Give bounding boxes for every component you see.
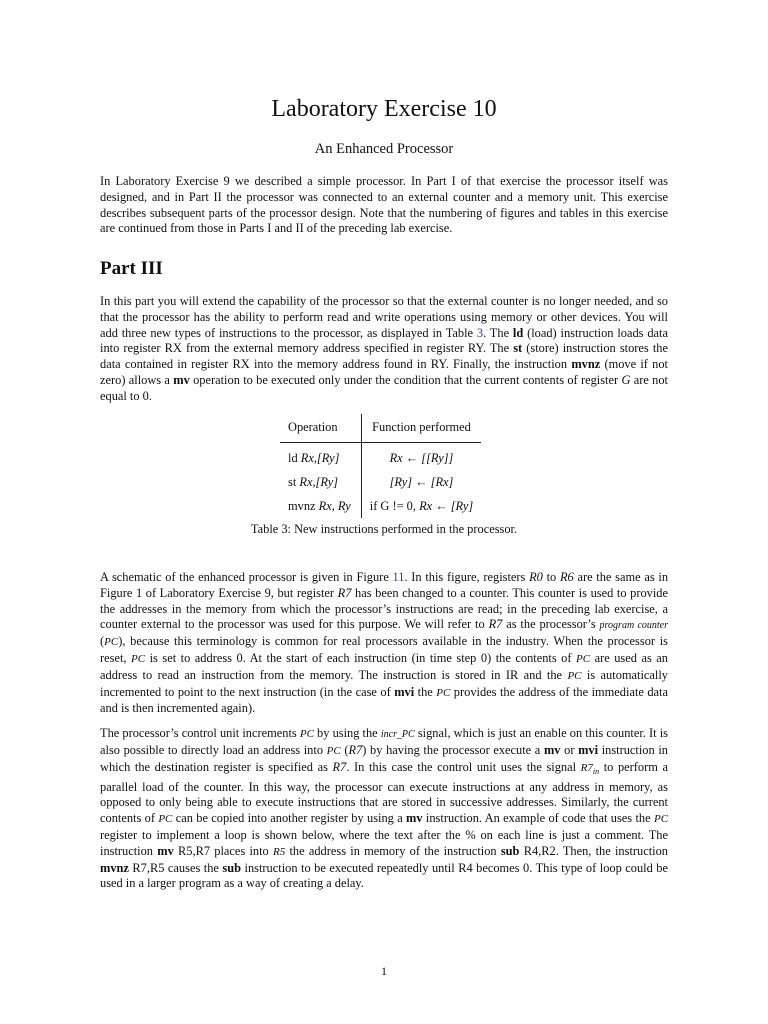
text: R7,R5 causes the xyxy=(128,860,223,875)
text: ), because this terminology is common for real processors available in the industry. When the processor is reset, xyxy=(100,634,668,665)
figure-ref-link[interactable]: 11 xyxy=(392,570,405,584)
text: signal, which is just an enable on this counter. It is also possible to directly load an address into xyxy=(100,726,668,757)
text: are used as an address to read an instruction from the memory. The instruction is stored in IR and the xyxy=(100,650,668,682)
text: has been changed to a counter. This counter is used to provide the addresses in the memory from which the processor’s instructions are read; in the preceding lab exercise, a counter external to the processor was used for this purpose. We will refer to xyxy=(100,585,668,632)
text: instruction to be executed repeatedly until R4 becomes 0. This type of loop could be used in a larger program as a way of creating a delay. xyxy=(100,860,668,891)
text: . In this figure, registers xyxy=(404,570,530,584)
text: are not equal to 0. xyxy=(100,372,668,403)
text: R4,R2. Then, the instruction xyxy=(519,843,668,858)
text: to perform a parallel load of the counter. In this way, the processor can execute instructions at any address in memory, as opposed to only being able to execute instructions that are stored in successive addresses. Similarly, the current contents of xyxy=(100,759,669,826)
term-pc: PC xyxy=(436,686,451,699)
text: (load) instruction loads data into register RX from the external memory address specified in register RY. The xyxy=(100,325,668,356)
page-subtitle: An Enhanced Processor xyxy=(314,141,454,157)
keyword-sub: sub xyxy=(222,860,242,875)
text: ( xyxy=(100,634,105,649)
table-cell-function: [Ry] ← [Rx] xyxy=(389,474,454,489)
text: or xyxy=(560,742,579,757)
op-args: Rx,[Ry] xyxy=(300,450,340,465)
text: operation to be executed only under the condition that the current contents of register xyxy=(189,372,622,387)
schematic-paragraph xyxy=(100,570,668,717)
signal-r7in-base: R7 xyxy=(580,761,593,774)
table-cell-function: Rx ← [[Ry]] xyxy=(389,450,454,465)
table-row xyxy=(280,470,481,494)
signal-r7in xyxy=(581,762,599,774)
text: instruction. An example of code that uses the xyxy=(422,811,654,826)
function: Rx ← [Ry] xyxy=(419,498,474,513)
text: . The xyxy=(483,325,513,340)
table-row xyxy=(280,443,481,471)
table-caption: Table 3: New instructions performed in the processor. xyxy=(250,522,518,536)
table-cell-operation xyxy=(280,443,361,471)
op-name: st xyxy=(288,474,297,489)
page-title: Laboratory Exercise 10 xyxy=(271,96,497,122)
keyword-sub: sub xyxy=(500,843,520,858)
op-name: mvnz xyxy=(288,498,316,513)
text: ) by having the processor execute a xyxy=(362,742,544,757)
text: (store) instruction stores the data contained in register RX into the memory address found in RY. Finally, the instruction xyxy=(100,341,668,372)
signal-incr-pc: incr_PC xyxy=(380,729,415,740)
math-r7: R7 xyxy=(488,617,503,632)
intro-paragraph: In Laboratory Exercise 9 we described a simple processor. In Part I of that exercise the processor itself was designed, and in Part II the processor was connected to an external counter and a memory unit. This exercise describes subsequent parts of the processor design. Note that the numbering of figures and tables in this exercise are continued from those in Parts I and II of the preceding lab exercise. xyxy=(100,174,668,236)
keyword-mv: mv xyxy=(173,372,190,387)
op-name: ld xyxy=(288,450,298,465)
keyword-mv: mv xyxy=(406,811,423,826)
condition: if G != 0, xyxy=(369,498,420,513)
term-pc: PC xyxy=(567,669,582,682)
math-g: G xyxy=(621,372,631,387)
term-pc: PC xyxy=(653,813,669,826)
table-header-function: Function performed xyxy=(361,414,481,443)
text: R5,R7 places into xyxy=(173,843,273,858)
math-r7: R7 xyxy=(337,585,352,600)
math-r0: R0 xyxy=(529,570,543,584)
text: (move if not zero) allows a xyxy=(100,357,668,387)
text: the xyxy=(414,684,437,699)
text: by using the xyxy=(313,726,381,740)
instruction-table xyxy=(280,414,481,518)
text: The processor’s control unit increments xyxy=(100,726,300,740)
keyword-mvnz: mvnz xyxy=(100,860,129,875)
control-unit-paragraph xyxy=(100,726,668,892)
term-pc: PC xyxy=(326,744,341,757)
text: A schematic of the enhanced processor is given in Figure xyxy=(100,570,393,584)
keyword-mv: mv xyxy=(157,843,174,858)
page-number: 1 xyxy=(381,964,387,978)
keyword-ld: ld xyxy=(512,325,524,340)
text: to xyxy=(542,570,560,584)
signal-r7in-subscript: in xyxy=(592,766,600,776)
text: is automatically incremented to point to the next instruction (in the case of xyxy=(100,667,668,699)
term-pc: PC xyxy=(576,652,591,665)
math-r7: R7 xyxy=(332,759,347,774)
text: is set to address 0. At the start of each instruction (in time step 0) the contents of xyxy=(145,650,577,665)
text: ( xyxy=(340,742,349,757)
math-r5: R5 xyxy=(273,845,286,858)
math-r6: R6 xyxy=(559,570,574,584)
table-cell-operation xyxy=(280,470,361,494)
keyword-mvi: mvi xyxy=(578,742,599,757)
text: register to implement a loop is shown below, where the text after the % on each line is just a comment. The instruction xyxy=(100,827,668,858)
term-program-counter: program counter xyxy=(599,620,668,632)
text: instruction in which the destination register is specified as xyxy=(100,742,668,774)
keyword-st: st xyxy=(513,341,523,356)
keyword-mvnz: mvnz xyxy=(571,357,601,372)
table-ref-link[interactable]: 3 xyxy=(476,325,484,340)
table-cell-operation xyxy=(280,494,361,518)
table-header-operation: Operation xyxy=(280,414,361,443)
term-pc: PC xyxy=(299,728,314,740)
text: are the same as in Figure 1 of Laboratory Exercise 9, but register xyxy=(100,570,669,600)
text: the address in memory of the instruction xyxy=(285,843,501,858)
text: . In this case the control unit uses the signal xyxy=(346,759,581,774)
text: can be copied into another register by using a xyxy=(172,811,407,826)
section-heading: Part III xyxy=(100,258,163,279)
term-pc: PC xyxy=(131,652,146,665)
text: provides the address of the immediate data and is then incremented again). xyxy=(100,684,668,716)
table-row xyxy=(280,494,481,518)
text: In this part you will extend the capability of the processor so that the external counter is no longer needed, and so that the processor has the ability to perform read and write operations using memory or other devices. You will add three new types of instructions to the processor, as displayed in Table xyxy=(100,294,668,340)
term-pc: PC xyxy=(158,813,173,826)
op-args: Rx, Ry xyxy=(318,498,351,513)
keyword-mv: mv xyxy=(543,742,561,757)
keyword-mvi: mvi xyxy=(394,684,415,699)
term-pc: PC xyxy=(104,636,119,649)
text: as the processor’s xyxy=(502,617,600,632)
op-args: Rx,[Ry] xyxy=(299,474,339,489)
math-r7: R7 xyxy=(348,742,363,757)
table-cell-function xyxy=(361,494,481,518)
part3-paragraph xyxy=(100,294,668,405)
table-header-row xyxy=(280,414,481,443)
